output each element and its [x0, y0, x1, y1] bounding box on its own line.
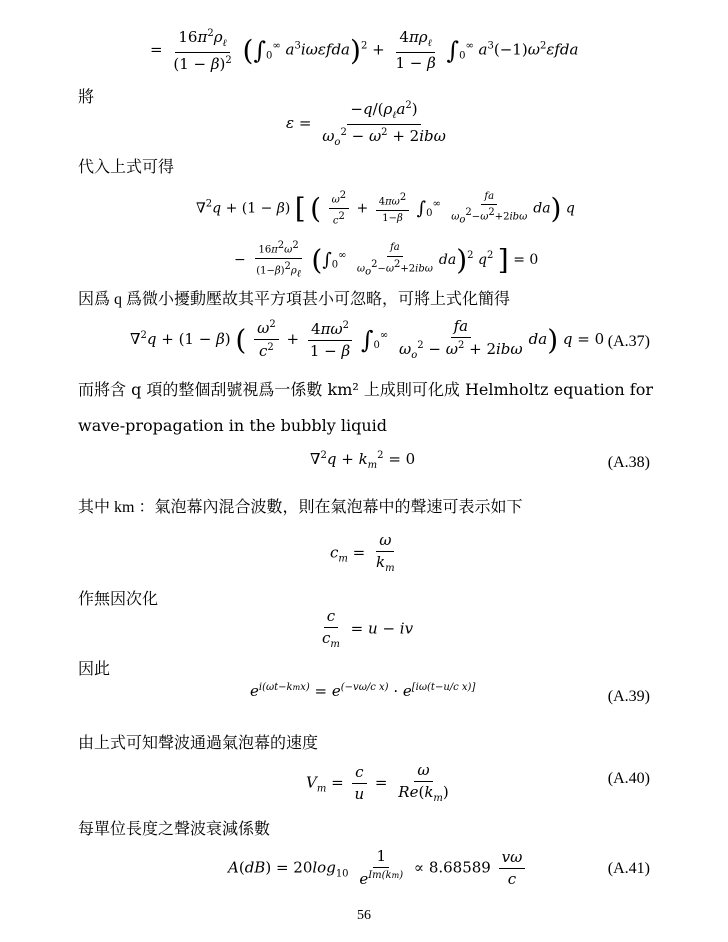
equation-a40: $V_m$ = $\frac{c}{u}$ = $\frac{\omega}{Re(k_m)}$ — [306, 761, 449, 805]
equation-cm: $c_m$ = $\frac{\omega}{k_m}$ — [330, 531, 395, 575]
text-line-2: 代入上式可得 — [78, 159, 175, 176]
equation-a37: ∇$^2$q + (1 − β) ( $\frac{\omega^2}{c^2}$ + $\frac{4\pi\omega^2}{1 - \beta}$ $\int_0^\infty$ $\frac{fa}{\omega_o^2 - \omega^2 + 2ib\omega}$ da) q = 0 — [130, 317, 605, 362]
text-line-3: 因爲 q 爲微小擾動壓故其平方項甚小可忽略，可將上式化簡得 — [78, 291, 511, 308]
equation-a41: $A(dB) = 20\log_{10}$ $\frac{1}{e^{Im(km)}}$ ∝ 8.68589 $\frac{v\omega}{c}$ — [228, 848, 528, 889]
equation-nondim: $\frac{c}{c_m}$ = u − iv — [322, 607, 414, 651]
equation-number-a40: (A.40) — [607, 770, 650, 787]
text-line-7: 因此 — [78, 661, 111, 678]
text-line-5: 其中 km ：氣泡幕內混合波數，則在氣泡幕中的聲速可表示如下 — [78, 499, 523, 516]
equation-a38: $\nabla^2q + k_m^2 = 0$ — [310, 450, 416, 471]
equation-number-a38: (A.38) — [607, 454, 650, 471]
equation-epsilon: ε = $\frac{-q/(\rho_\ell a^2)}{\omega_o^2 - \omega^2 + 2ib\omega}$ — [286, 100, 446, 148]
equation-number-a41: (A.41) — [607, 860, 650, 877]
text-line-9: 每單位長度之聲波衰減係數 — [78, 821, 271, 838]
text-line-4: 而將含 q 項的整個刮號視爲一係數 km² 上成則可化成 Helmholtz equation for wave-propagation in the bubbly liquid — [78, 380, 653, 435]
equation-top: = $\frac{16\pi^2\rho_\ell}{(1 - \beta)^2}$ ($\int_0^\infty$ $a^3i\omega\varepsilon fda)^2$ + $\frac{4\pi\rho_\ell}{1 - \beta}$ $\int_0^\infty$ $a^3(-1)\omega^2\varepsilon fda$ — [150, 28, 579, 73]
text-line-6: 作無因次化 — [78, 591, 159, 608]
page-number: 56 — [357, 908, 371, 923]
text-line-8: 由上式可知聲波通過氣泡幕的速度 — [78, 735, 319, 752]
equation-a39: $e^{i(\omega t-kmx)} = e^{(-v\omega/c x)} \cdot e[i\omega(t-u/c x)]$ — [250, 682, 476, 700]
text-line-1: 將 — [78, 89, 95, 106]
equation-long-2: − $\frac{16\pi 2\omega 2}{\text{(1−β)2ρℓ}}$ ($\int_0^\infty$ $\frac{fa}{\text{ωo2−ω2+2ibω}}$ da)$^2$ $q^2$ ] = 0 — [234, 240, 539, 280]
equation-long-1: ∇$^2$q + (1 − β) [ ( $\frac{\omega 2}{c2}$ + $\frac{4\pi\omega 2}{1-\beta}$ $\int_0^\infty$ $\frac{fa}{\text{ωo2−ω2+2ibω}}$ da) q — [196, 190, 575, 227]
equation-number-a37: (A.37) — [607, 333, 650, 350]
equation-number-a39: (A.39) — [607, 688, 650, 705]
